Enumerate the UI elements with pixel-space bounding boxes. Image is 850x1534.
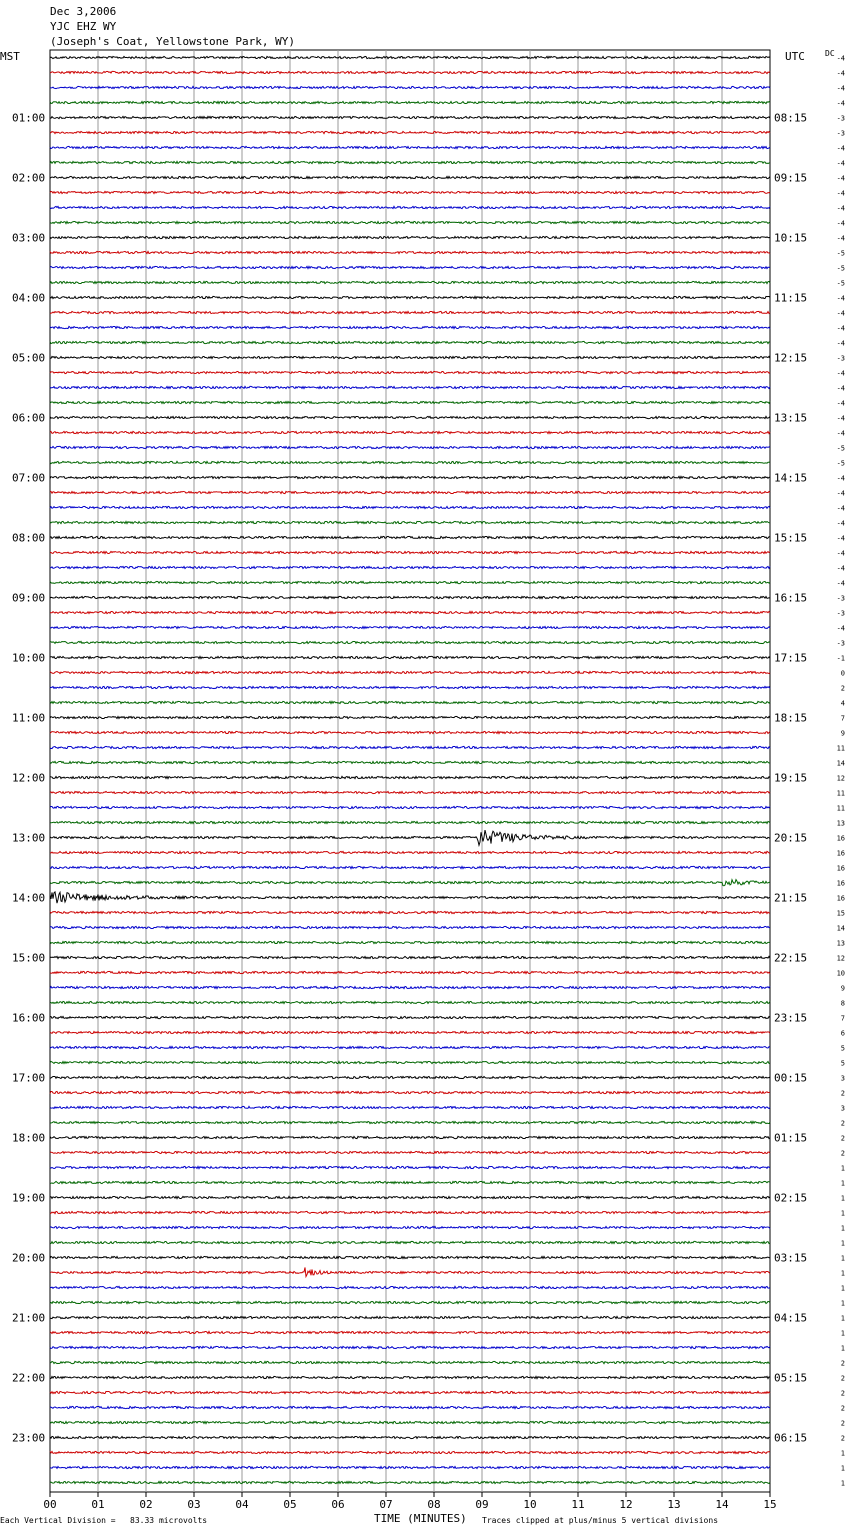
seismic-trace [50,521,770,523]
x-tick-label: 14 [715,1498,729,1511]
dc-offset-value: -4 [836,84,845,93]
seismic-trace [50,1061,770,1063]
seismic-trace [50,476,770,478]
x-tick-label: 10 [523,1498,537,1511]
seismic-trace [50,1031,770,1033]
mst-axis-title: MST [0,50,20,63]
dc-offset-value: -5 [836,459,845,468]
dc-offset-value: -4 [836,564,845,573]
dc-offset-value: 16 [836,864,845,873]
seismic-trace [50,401,770,403]
utc-hour-label: 13:15 [774,411,808,425]
x-tick-label: 12 [619,1498,633,1511]
dc-offset-value: -1 [836,654,845,663]
dc-offset-value: 15 [836,909,845,918]
x-axis-ticks [43,1492,776,1511]
mst-hour-label: 13:00 [12,831,46,845]
seismic-trace [50,926,770,928]
dc-offset-value: 1 [840,1239,845,1248]
dc-offset-value: -4 [836,219,845,228]
seismic-trace [50,1316,770,1318]
dc-offset-value: 1 [840,1464,845,1473]
x-tick-label: 11 [571,1498,585,1511]
dc-offset-value: -3 [836,594,845,603]
dc-offset-value: 1 [840,1299,845,1308]
mst-hour-label: 19:00 [12,1191,46,1205]
utc-hour-label: 01:15 [774,1131,808,1145]
dc-offset-value: -4 [836,429,845,438]
seismic-trace [50,566,770,568]
dc-offset-value: 1 [840,1449,845,1458]
utc-hour-label: 11:15 [774,291,808,305]
seismic-trace [50,851,770,853]
x-tick-label: 03 [187,1498,201,1511]
dc-offset-value: -5 [836,279,845,288]
dc-offset-value: 4 [840,699,845,708]
seismic-trace [50,880,770,886]
utc-hour-label: 06:15 [774,1431,808,1445]
seismic-trace [50,1151,770,1153]
dc-offset-value: 2 [840,1419,845,1428]
dc-offset-value: -4 [836,324,845,333]
mst-hour-label: 09:00 [12,591,46,605]
seismic-trace [50,1211,770,1213]
dc-offset-labels [837,55,845,1488]
seismic-trace [50,791,770,793]
mst-hour-label: 20:00 [12,1251,46,1265]
dc-offset-value: 13 [836,939,845,948]
dc-offset-value: 3 [840,1074,845,1083]
utc-hour-label: 22:15 [774,951,808,965]
seismic-trace [50,1376,770,1378]
mst-hour-label: 03:00 [12,231,46,245]
dc-offset-value: -3 [836,114,845,123]
mst-hour-label: 08:00 [12,531,46,545]
dc-offset-value: 9 [840,984,845,993]
dc-offset-value: 3 [840,1104,845,1113]
utc-hour-label: 08:15 [774,111,808,125]
dc-offset-value: 2 [840,1434,845,1443]
scale-note: Each Vertical Division = 83.33 microvolts [0,1516,208,1525]
dc-offset-value: 1 [840,1329,845,1338]
x-tick-label: 01 [91,1498,105,1511]
dc-offset-value: -3 [836,639,845,648]
right-hour-labels [774,112,807,1445]
x-tick-label: 07 [379,1498,393,1511]
dc-offset-value: -4 [836,99,845,108]
seismic-trace [50,341,770,343]
utc-hour-label: 00:15 [774,1071,808,1085]
dc-offset-value: -4 [836,69,845,78]
dc-offset-value: 16 [836,834,845,843]
dc-offset-value: -4 [836,474,845,483]
plot-date: Dec 3,2006 [50,5,117,18]
seismic-trace [50,1136,770,1138]
dc-offset-value: 1 [840,1314,845,1323]
x-tick-label: 08 [427,1498,441,1511]
seismic-trace [50,686,770,688]
seismic-trace [50,131,770,133]
dc-offset-value: -4 [836,309,845,318]
left-hour-labels [12,112,45,1445]
x-tick-label: 13 [667,1498,681,1511]
station-location: (Joseph's Coat, Yellowstone Park, WY) [50,35,296,48]
seismic-trace [50,731,770,733]
seismic-trace [50,596,770,598]
seismic-trace [50,1076,770,1078]
utc-hour-label: 21:15 [774,891,808,905]
dc-offset-value: -5 [836,249,845,258]
seismic-trace [50,551,770,553]
dc-offset-value: 7 [840,1014,845,1023]
seismic-trace [50,446,770,448]
seismic-trace [50,1016,770,1018]
clip-note: Traces clipped at plus/minus 5 vertical divisions [482,1516,719,1525]
seismic-trace [50,1331,770,1333]
seismic-trace [50,356,770,358]
utc-hour-label: 14:15 [774,471,808,485]
seismic-trace [50,86,770,88]
dc-offset-value: -4 [836,519,845,528]
seismic-trace [50,1046,770,1048]
seismic-trace [50,56,770,58]
seismic-trace [50,911,770,913]
utc-axis-title: UTC [785,50,805,63]
mst-hour-label: 18:00 [12,1131,46,1145]
mst-hour-label: 17:00 [12,1071,46,1085]
seismic-trace [50,221,770,223]
seismic-trace [50,941,770,943]
dc-offset-value: -4 [836,504,845,513]
seismic-trace [50,146,770,148]
seismic-trace [50,821,770,823]
seismic-trace [50,371,770,373]
dc-offset-value: 2 [840,684,845,693]
seismic-trace [50,1001,770,1003]
dc-offset-value: 11 [836,744,845,753]
dc-offset-value: 2 [840,1134,845,1143]
utc-hour-label: 19:15 [774,771,808,785]
seismic-trace [50,1301,770,1303]
seismic-trace [50,491,770,493]
seismic-trace [50,416,770,418]
dc-offset-value: -3 [836,354,845,363]
dc-offset-value: -4 [836,339,845,348]
dc-offset-value: -4 [836,144,845,153]
seismic-trace [50,326,770,328]
dc-offset-value: 0 [840,669,845,678]
seismic-trace [50,1106,770,1108]
dc-offset-value: 5 [840,1044,845,1053]
dc-offset-value: -4 [836,234,845,243]
dc-offset-value: -4 [836,159,845,168]
dc-offset-value: 9 [840,729,845,738]
dc-offset-value: 1 [840,1269,845,1278]
plot-frame [50,50,770,1492]
dc-offset-value: 11 [836,789,845,798]
seismic-trace [50,1481,770,1483]
utc-hour-label: 05:15 [774,1371,808,1385]
seismic-trace [50,581,770,583]
seismic-trace [50,1346,770,1348]
seismic-trace [50,1286,770,1288]
utc-hour-label: 04:15 [774,1311,808,1325]
station-code: YJC EHZ WY [50,20,117,33]
dc-offset-value: 2 [840,1119,845,1128]
mst-hour-label: 21:00 [12,1311,46,1325]
seismic-trace [50,236,770,238]
seismic-trace [50,1451,770,1453]
plot-header [50,4,295,49]
seismic-trace [50,1241,770,1243]
utc-hour-label: 16:15 [774,591,808,605]
seismic-trace [50,281,770,283]
seismic-trace [50,611,770,613]
dc-offset-value: -3 [836,129,845,138]
seismic-trace [50,1166,770,1168]
seismic-trace [50,431,770,433]
seismic-trace [50,830,770,845]
seismic-trace [50,761,770,763]
mst-hour-label: 15:00 [12,951,46,965]
dc-offset-value: -5 [836,264,845,273]
dc-offset-value: 2 [840,1404,845,1413]
dc-offset-value: -5 [836,444,845,453]
dc-offset-value: 16 [836,894,845,903]
mst-hour-label: 05:00 [12,351,46,365]
dc-offset-value: 11 [836,804,845,813]
utc-hour-label: 15:15 [774,531,808,545]
dc-offset-value: 2 [840,1374,845,1383]
dc-offset-value: -4 [836,489,845,498]
dc-offset-value: 1 [840,1284,845,1293]
dc-offset-value: 1 [840,1224,845,1233]
x-tick-label: 15 [763,1498,777,1511]
seismic-trace [50,656,770,658]
plot-grid [50,50,770,1492]
utc-hour-label: 20:15 [774,831,808,845]
seismic-trace [50,266,770,268]
seismic-trace [50,866,770,868]
dc-offset-value: 1 [840,1179,845,1188]
dc-offset-value: 12 [836,774,845,783]
dc-offset-value: -3 [836,609,845,618]
utc-hour-label: 02:15 [774,1191,808,1205]
seismic-trace [50,1267,770,1276]
seismic-trace [50,311,770,313]
dc-offset-value: 2 [840,1149,845,1158]
mst-hour-label: 23:00 [12,1431,46,1445]
dc-offset-value: 13 [836,819,845,828]
seismic-trace [50,101,770,103]
dc-offset-value: -4 [836,414,845,423]
x-tick-label: 02 [139,1498,153,1511]
seismic-trace [50,1196,770,1198]
dc-offset-value: -4 [836,294,845,303]
dc-offset-value: -4 [836,624,845,633]
mst-hour-label: 12:00 [12,771,46,785]
dc-offset-value: 1 [840,1194,845,1203]
dc-offset-value: 12 [836,954,845,963]
dc-offset-value: -4 [836,204,845,213]
dc-offset-value: 2 [840,1359,845,1368]
x-tick-label: 06 [331,1498,345,1511]
seismic-trace [50,206,770,208]
dc-offset-value: -4 [836,399,845,408]
mst-hour-label: 10:00 [12,651,46,665]
x-tick-label: 05 [283,1498,297,1511]
dc-offset-value: 16 [836,849,845,858]
mst-hour-label: 14:00 [12,891,46,905]
x-tick-label: 04 [235,1498,249,1511]
dc-offset-value: 6 [840,1029,845,1038]
utc-hour-label: 17:15 [774,651,808,665]
seismic-trace [50,701,770,703]
mst-hour-label: 06:00 [12,411,46,425]
dc-offset-value: 14 [836,759,845,768]
dc-offset-value: 1 [840,1479,845,1488]
seismic-trace [50,1436,770,1438]
seismic-trace [50,641,770,643]
dc-offset-value: 1 [840,1254,845,1263]
dc-offset-value: -4 [836,549,845,558]
seismic-trace [50,536,770,538]
dc-offset-value: 7 [840,714,845,723]
x-tick-label: 00 [43,1498,57,1511]
dc-offset-value: 5 [840,1059,845,1068]
dc-axis-title: DC [825,49,835,58]
utc-hour-label: 23:15 [774,1011,808,1025]
dc-offset-value: 16 [836,879,845,888]
seismic-trace [50,386,770,388]
mst-hour-label: 22:00 [12,1371,46,1385]
seismic-trace [50,1421,770,1423]
dc-offset-value: 1 [840,1344,845,1353]
seismic-trace [50,161,770,163]
dc-offset-value: -4 [836,189,845,198]
seismic-trace [50,71,770,73]
dc-offset-value: -4 [836,384,845,393]
seismic-trace [50,1406,770,1408]
dc-offset-value: 8 [840,999,845,1008]
mst-hour-label: 01:00 [12,111,46,125]
seismic-trace [50,892,770,903]
x-tick-label: 09 [475,1498,489,1511]
utc-hour-label: 18:15 [774,711,808,725]
dc-offset-value: 1 [840,1164,845,1173]
utc-hour-label: 09:15 [774,171,808,185]
dc-offset-value: 10 [836,969,845,978]
dc-offset-value: 2 [840,1389,845,1398]
dc-offset-value: -4 [836,534,845,543]
seismic-trace [50,1181,770,1183]
dc-offset-value: -4 [836,174,845,183]
mst-hour-label: 07:00 [12,471,46,485]
seismic-trace [50,296,770,298]
dc-offset-value: 14 [836,924,845,933]
seismic-trace [50,176,770,178]
seismic-trace [50,626,770,628]
mst-hour-label: 11:00 [12,711,46,725]
seismic-trace [50,1256,770,1258]
seismic-trace [50,461,770,463]
seismic-trace [50,806,770,808]
utc-hour-label: 03:15 [774,1251,808,1265]
seismic-trace [50,971,770,973]
seismic-trace [50,1121,770,1123]
utc-hour-label: 12:15 [774,351,808,365]
seismic-trace [50,251,770,253]
seismic-trace [50,956,770,958]
seismic-trace [50,1466,770,1468]
seismic-trace [50,746,770,748]
dc-offset-value: -4 [836,579,845,588]
mst-hour-label: 04:00 [12,291,46,305]
seismic-trace [50,1226,770,1228]
seismic-trace [50,116,770,118]
seismic-trace [50,1091,770,1093]
seismic-trace [50,776,770,778]
seismic-trace [50,1361,770,1363]
mst-hour-label: 02:00 [12,171,46,185]
seismic-trace [50,671,770,673]
mst-hour-label: 16:00 [12,1011,46,1025]
trace-group [50,56,770,1483]
dc-offset-value: -4 [836,54,845,63]
seismic-trace [50,1391,770,1393]
dc-offset-value: -4 [836,369,845,378]
seismic-trace [50,506,770,508]
dc-offset-value: 2 [840,1089,845,1098]
seismic-trace [50,986,770,988]
seismic-trace [50,191,770,193]
utc-hour-label: 10:15 [774,231,808,245]
seismic-trace [50,716,770,718]
x-axis-title: TIME (MINUTES) [374,1512,467,1525]
dc-offset-value: 1 [840,1209,845,1218]
